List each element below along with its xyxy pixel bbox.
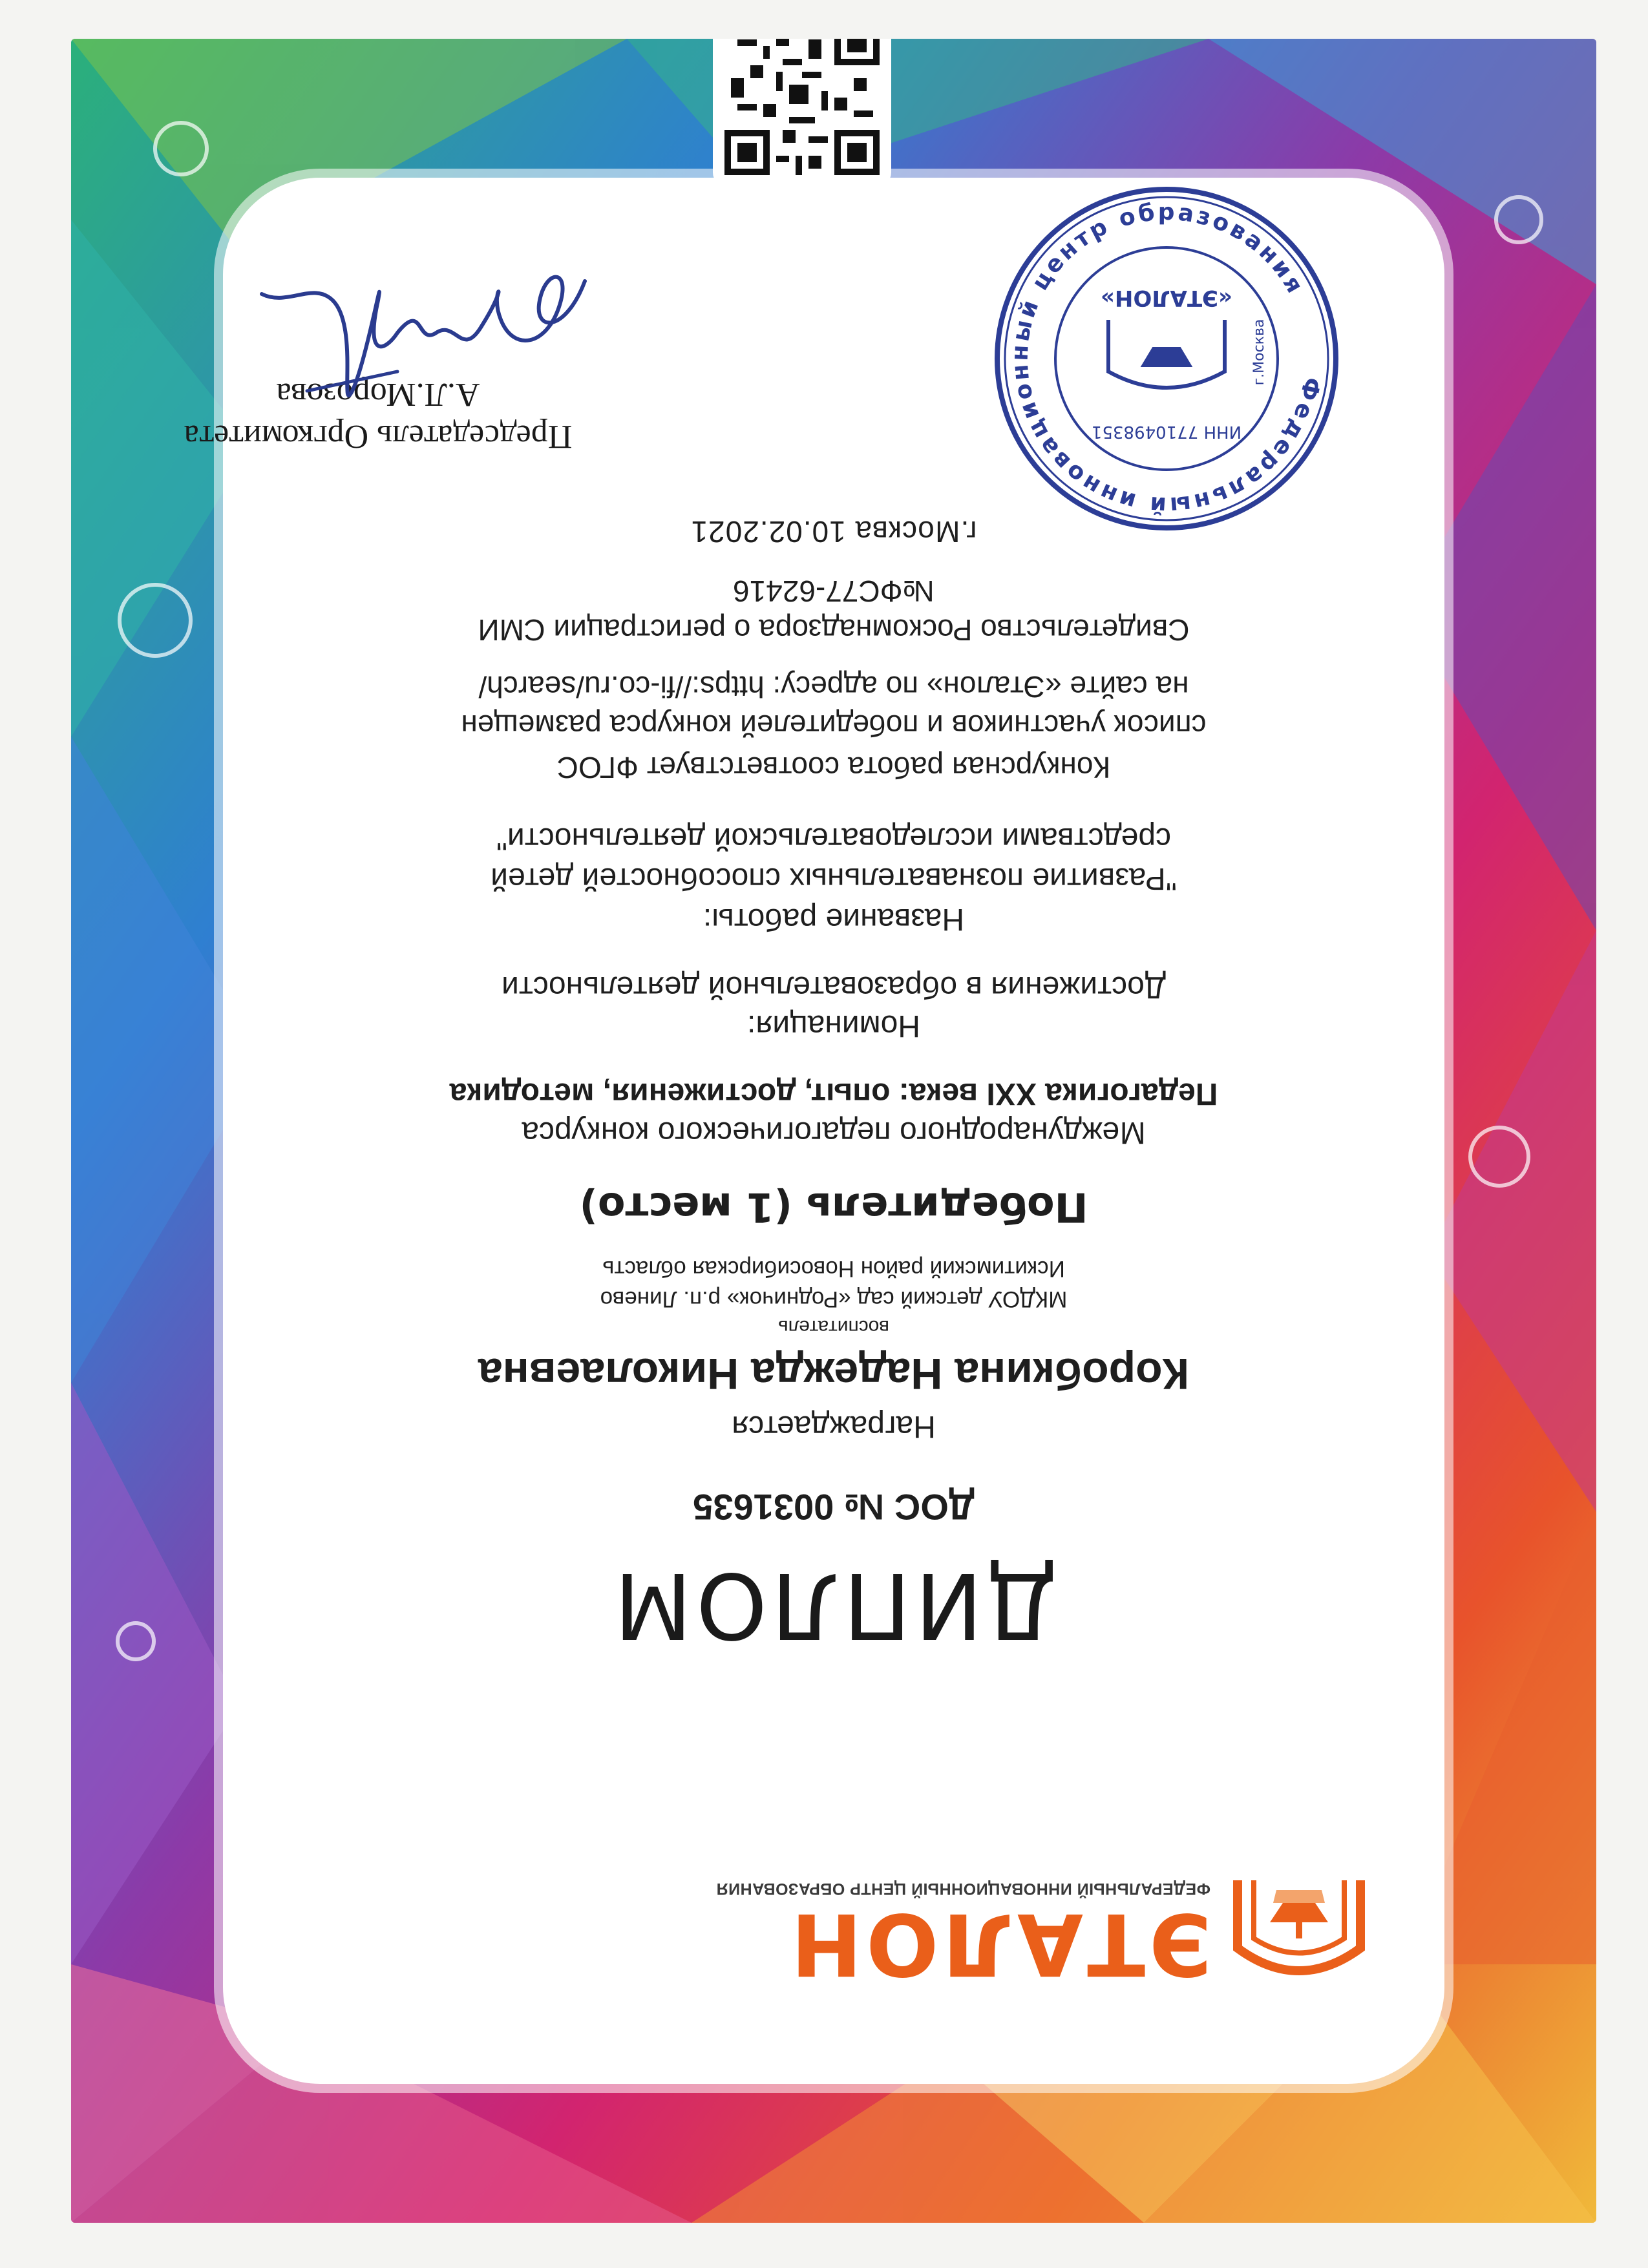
work-title-label: Название работы:	[703, 902, 965, 936]
city-date: г.Москва 10.02.2021	[690, 515, 977, 549]
nomination-value: Достижения в образовательной деятельности	[502, 970, 1166, 1004]
list-note-line-1: список участников и победителей конкурса размещен	[461, 709, 1207, 742]
organization-line-1: МКДОУ детский сад «Родничок» р.п. Линево	[600, 1286, 1068, 1312]
recipient-name: Коробкина Надежда Николаевна	[478, 1349, 1190, 1398]
fgos-note: Конкурсная работа соответствует ФГОС	[556, 751, 1111, 784]
logo-text: ЭТАЛОН	[787, 1894, 1212, 1993]
decorative-frame	[71, 39, 1596, 2223]
document-number: ДОС № 0031635	[693, 1487, 975, 1528]
logo-subtitle: ФЕДЕРАЛЬНЫЙ ИННОВАЦИОННЫЙ ЦЕНТР ОБРАЗОВАНИЯ	[716, 1880, 1210, 1898]
stamp-city: г.Москва	[1251, 319, 1267, 386]
qr-code	[715, 39, 889, 184]
contest-line-1: Международного педагогического конкурса	[522, 1115, 1146, 1150]
signature-mark	[249, 236, 611, 430]
recipient-position: воспитатель	[778, 1316, 889, 1338]
tent-logo-icon	[1225, 1877, 1373, 2000]
award-place: Победитель (1 место)	[579, 1184, 1088, 1231]
list-note	[223, 667, 1444, 745]
nomination-label: Номинация:	[747, 1009, 921, 1043]
stamp-inn: ИНН 7710498351	[1091, 422, 1242, 441]
signatory-name: А.Л.Морозова	[276, 376, 480, 413]
registration-line-1: Свидетельство Роскомнадзора о регистрации СМИ	[478, 613, 1190, 647]
list-note-line-2: на сайте «Эталон» по адресу: https://fi-co.ru/search/	[478, 670, 1189, 704]
diploma-title: ДИПЛОМ	[610, 1552, 1057, 1657]
work-title-line-1: "Развитие познавательных способностей детей	[491, 861, 1177, 896]
stamp-ring-text: Федеральный инновационный центр образования	[1006, 198, 1326, 519]
stamp-name: «ЭТАЛОН»	[1101, 285, 1232, 311]
diploma-content	[184, 178, 1444, 2084]
registration-line-2: №ФС77-62416	[733, 574, 935, 608]
stamp-tent-icon	[1108, 320, 1225, 388]
contest-name: Педагогика XXI века: опыт, достижения, методика	[449, 1076, 1218, 1111]
registration-note	[223, 572, 1444, 649]
organization-line-2: Искитимский район Новосибирская область	[602, 1256, 1065, 1281]
work-title-line-2: средствами исследовательской деятельности"	[496, 821, 1172, 856]
signatory-title: Председатель Оргкомитета	[184, 418, 573, 455]
work-title	[223, 818, 1444, 898]
awarded-label: Награждается	[732, 1409, 936, 1444]
organization-stamp	[992, 184, 1341, 533]
qr-code-icon	[724, 39, 880, 175]
brand-logo	[716, 1871, 1373, 2000]
